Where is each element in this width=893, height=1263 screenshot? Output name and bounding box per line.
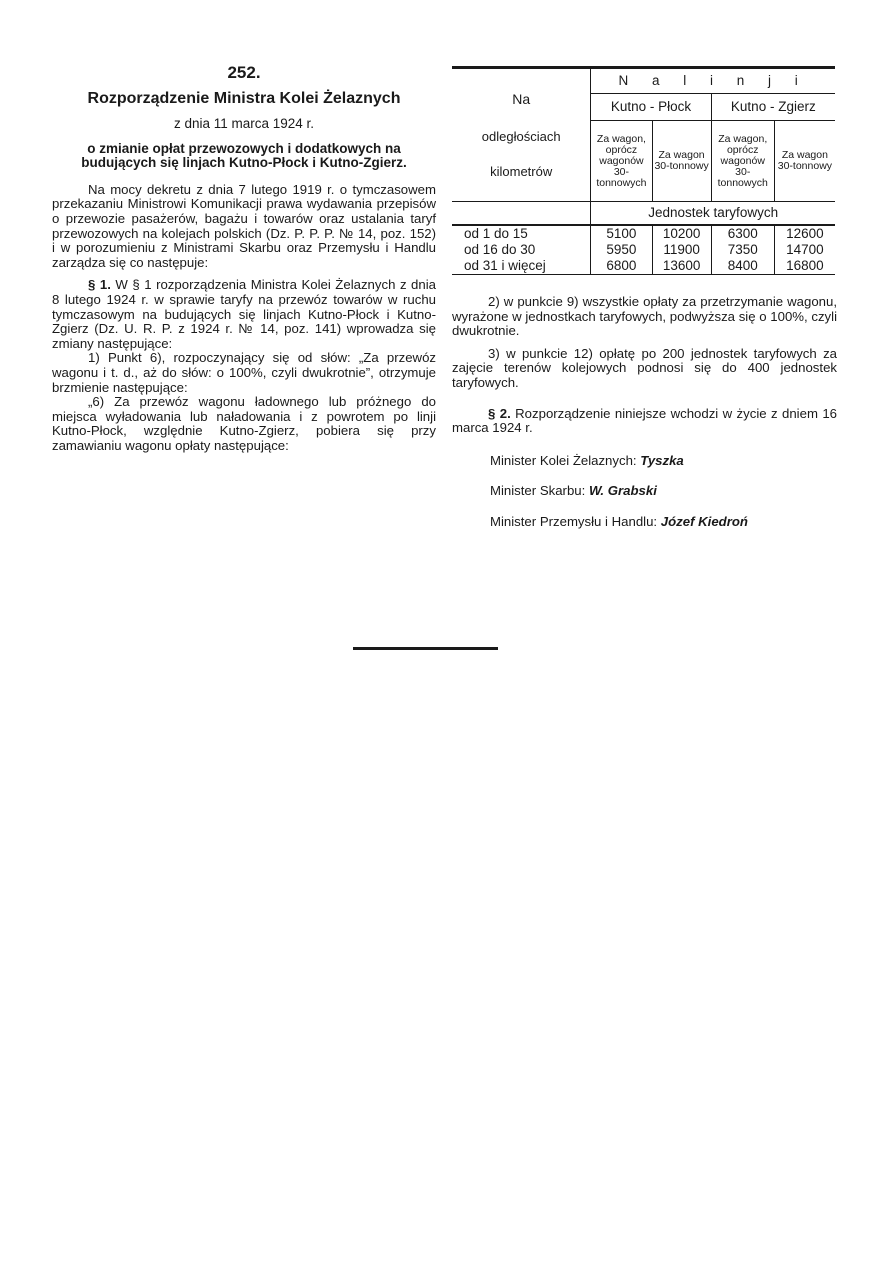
signer-name: W. Grabski [588,483,657,499]
table-cell: 5100 [606,226,637,241]
signer-role: Minister Kolei Żelaznych: [490,452,637,468]
section-1-paragraph [52,278,436,351]
signer-role: Minister Przemysłu i Handlu: [490,513,658,529]
tariff-table [452,66,835,275]
regulation-title: Rozporządzenie Ministra Kolei Żelaznych [87,90,401,107]
section-2-label: § 2. [488,405,511,421]
signer-name: Tyszka [640,452,684,468]
table-cell: 6300 [727,226,758,241]
distance-header-line-3: kilometrów [490,163,553,179]
col-kp-30t: Za wagon 30-tonnowy [652,121,711,202]
units-header: Jednostek taryfowych [591,202,835,226]
values-kp-30t [652,225,711,275]
table-cell: 11900 [663,242,700,257]
page-number: 252. [227,63,261,82]
values-kp-except [591,225,652,275]
left-column [52,60,436,453]
distance-row-3: od 31 i więcej [464,258,546,273]
line-kutno-zgierz: Kutno - Zgierz [711,94,835,121]
regulation-date: z dnia 11 marca 1924 r. [173,116,315,131]
point-6-quote: „6) Za przewóz wagonu ładownego lub próżnego do miejsca wyładowania lub naładowania i z powrotem po linji Kutno-Płock, względnie Kutno-Zgierz, pobiera się przy zamawianiu wagonu opłaty następujące: [52,394,436,453]
table-cell: 16800 [786,258,824,273]
table-cell: 14700 [786,242,824,257]
lines-header: N a l i n j i [591,68,835,94]
table-cell: 12600 [786,226,824,241]
signature-industry [452,515,837,530]
signature-railways [452,454,837,469]
section-1-label: § 1. [88,277,111,293]
table-cell: 5950 [606,242,637,257]
col-kz-30t: Za wagon 30-tonnowy [774,121,835,202]
table-cell: 13600 [662,258,701,273]
signature-treasury [452,484,837,499]
signer-role: Minister Skarbu: [490,483,586,499]
line-kutno-plock: Kutno - Płock [591,94,711,121]
distance-header-line-2: odległościach [481,128,561,144]
values-kz-30t [774,225,835,275]
section-2-text: Rozporządzenie niniejsze wchodzi w życie z dniem 16 marca 1924 r. [452,405,838,436]
closing-divider [353,647,498,650]
point-3-paragraph: 3) w punkcie 12) opłatę po 200 jednostek taryfowych za zajęcie terenów kolejowych podnosi się do 400 jednostek taryfowych. [452,345,837,390]
right-column [452,66,837,530]
table-body [452,225,835,275]
preamble-paragraph: Na mocy dekretu z dnia 7 lutego 1919 r. o tymczasowem przekazaniu Ministrowi Komunikacji prawa wydawania przepisów o przewozie pasażerów, bagażu i towarów oraz ustalania taryf przewozowych na kolejach polskich (Dz. P. P. P. № 14, poz. 152) i w porozumieniu z Ministrami Skarbu oraz Przemysłu i Handlu zarządza się co następuje: [52,181,436,270]
col-kp-except-30t: Za wagon, oprócz wagonów 30-tonnowych [591,121,652,202]
table-cell: 8400 [727,258,758,273]
section-1-text: W § 1 rozporządzenia Ministra Kolei Żelaznych z dnia 8 lutego 1924 r. w sprawie taryfy na przewóz towarów w ruchu tymczasowym na budujących się linjach Kutno-Płock i Kutno-Zgierz (Dz. U. R. P. z 1924 r. № 14, poz. 141) wprowadza się zmiany następujące: [52,277,436,351]
distance-row-1: od 1 do 15 [464,226,528,241]
distance-cells [452,225,591,275]
distance-header [452,68,591,202]
table-cell: 10200 [662,226,701,241]
table-cell: 7350 [727,242,758,257]
distance-header-line-1: Na [512,90,531,107]
distance-row-2: od 16 do 30 [464,242,536,257]
table-cell: 6800 [606,258,637,273]
col-kz-except-30t: Za wagon, oprócz wagonów 30-tonnowych [711,121,774,202]
point-1-paragraph: 1) Punkt 6), rozpoczynający się od słów: „Za przewóz wagonu i t. d., aż do słów: o 100%, czyli dwukrotnie”, otrzymuje brzmienie następujące: [52,350,436,395]
values-kz-except [711,225,774,275]
regulation-subject: o zmianie opłat przewozowych i dodatkowych na budujących się linjach Kutno-Płock i Kutno-Zgierz. [81,140,407,171]
section-2-paragraph [452,407,837,436]
signer-name: Józef Kiedroń [660,513,748,529]
point-2-paragraph: 2) w punkcie 9) wszystkie opłaty za przetrzymanie wagonu, wyrażone w jednostkach taryfowych, podwyższa się o 100%, czyli dwukrotnie. [452,294,837,339]
